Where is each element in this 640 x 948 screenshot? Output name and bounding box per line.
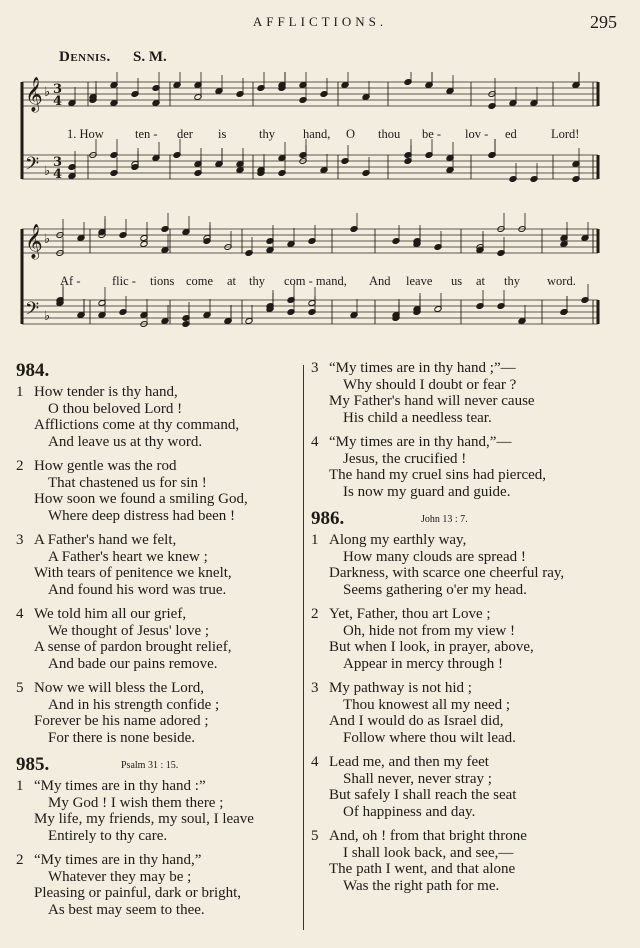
lyric-word: 1. How (67, 127, 104, 141)
verse-line (311, 639, 626, 656)
verse-line (16, 811, 296, 828)
lyric-word: be - (422, 127, 442, 141)
lyric-word: der (177, 127, 193, 141)
verse-line (16, 680, 296, 697)
verse-line (311, 754, 626, 771)
lyric-word: word. (547, 274, 576, 288)
verse-text: I shall look back, and see,— (343, 844, 514, 861)
verse-text: Was the right path for me. (343, 877, 500, 894)
verse-text: Along my earthly way, (329, 532, 467, 548)
verse-line (311, 484, 626, 501)
verse-line (311, 730, 626, 747)
verse-text: How tender is thy hand, (34, 384, 178, 400)
lyric-word: leave (406, 274, 433, 288)
verse-text: How gentle was the rod (34, 458, 177, 474)
hymn-heading (16, 754, 296, 778)
stanza (311, 754, 626, 820)
verse-line (16, 697, 296, 714)
verse-text: Pleasing or painful, dark or bright, (34, 885, 242, 901)
verse-text: Follow where thou wilt lead. (343, 729, 516, 746)
stanza-number: 3 (311, 680, 319, 696)
stanza-number: 5 (311, 828, 319, 844)
stanza (311, 434, 626, 500)
verse-text: And in his strength confide ; (48, 696, 220, 713)
verse-line (16, 852, 296, 869)
lyric-word: at (227, 274, 237, 288)
tune-name: Dennis. (59, 49, 111, 65)
stanza (311, 360, 626, 426)
hymn-heading (311, 508, 626, 532)
lyric-word: And (369, 274, 391, 288)
verse-text: O thou beloved Lord ! (48, 400, 183, 417)
verse-line (16, 869, 296, 886)
verse-line (311, 451, 626, 468)
verse-line (16, 401, 296, 418)
verse-text: “My times are in thy hand :” (34, 778, 206, 794)
stanza (16, 458, 296, 524)
verse-text: My Father's hand will never cause (329, 393, 535, 409)
verse-line (311, 532, 626, 549)
stanza-number: 1 (311, 532, 319, 548)
stanza-number: 2 (16, 458, 24, 474)
right-column (311, 360, 626, 902)
verse-line (311, 697, 626, 714)
stanza (16, 852, 296, 918)
verse-line (311, 410, 626, 427)
stanza-number: 3 (311, 360, 319, 376)
left-column (16, 360, 296, 926)
verse-text: The path I went, and that alone (329, 861, 516, 877)
music-staves (20, 72, 610, 347)
verse-text: Darkness, with scarce one cheerful ray, (329, 565, 565, 581)
verse-line (311, 434, 626, 451)
stanza (311, 828, 626, 894)
flat-sign-icon: ♭ (44, 309, 51, 324)
lyric-word: com - mand, (284, 274, 347, 288)
verse-text: A Father's hand we felt, (34, 532, 177, 548)
hymn-number: 985. (16, 754, 50, 775)
time-signature: 3 (53, 155, 63, 170)
verse-line (16, 532, 296, 549)
stanza-number: 4 (311, 434, 319, 450)
verse-line (16, 885, 296, 902)
stanza-number: 5 (16, 680, 24, 696)
verse-line (16, 508, 296, 525)
lyric-word: Lord! (551, 127, 580, 141)
verse-text: The hand my cruel sins had pierced, (329, 467, 547, 483)
stanza (311, 680, 626, 746)
verse-text: Whatever they may be ; (48, 868, 192, 885)
stanza (16, 384, 296, 450)
lyric-word: thy (249, 274, 265, 288)
verse-line (16, 565, 296, 582)
stanza (311, 532, 626, 598)
verse-line (16, 778, 296, 795)
verse-text: Appear in mercy through ! (343, 655, 503, 672)
stanza (16, 532, 296, 598)
verse-text: Why should I doubt or fear ? (343, 376, 517, 393)
verse-text: And, oh ! from that bright throne (329, 828, 527, 844)
bass-clef-icon: 𝄢 (25, 299, 40, 324)
stanza-number: 1 (16, 384, 24, 400)
verse-line (16, 623, 296, 640)
lyric-word: ten - (135, 127, 158, 141)
verse-text: “My times are in thy hand,”— (329, 434, 512, 450)
page-number: 295 (590, 12, 617, 32)
verse-line (311, 828, 626, 845)
verse-line (16, 730, 296, 747)
verse-line (16, 828, 296, 845)
verse-line (16, 606, 296, 623)
stanza-number: 1 (16, 778, 24, 794)
verse-line (16, 582, 296, 599)
verse-text: How soon we found a smiling God, (34, 491, 248, 507)
stanza-number: 2 (16, 852, 24, 868)
stanza (16, 606, 296, 672)
verse-text: And bade our pains remove. (48, 655, 218, 672)
lyric-word: thou (378, 127, 401, 141)
verse-line (311, 606, 626, 623)
tune-meter: S. M. (133, 49, 167, 65)
verse-text: Entirely to thy care. (48, 827, 168, 844)
verse-line (16, 656, 296, 673)
treble-clef-icon: 𝄞 (25, 77, 43, 112)
verse-text: Afflictions come at thy command, (34, 417, 240, 433)
stanza (16, 778, 296, 844)
verse-text: Thou knowest all my need ; (343, 696, 511, 713)
time-signature: 3 (53, 82, 63, 97)
stanza-number: 4 (16, 606, 24, 622)
verse-text: My life, my friends, my soul, I leave (34, 811, 254, 827)
verse-text: With tears of penitence we knelt, (34, 565, 232, 581)
verse-line (16, 434, 296, 451)
verse-text: A sense of pardon brought relief, (34, 639, 232, 655)
verse-line (311, 582, 626, 599)
lyric-word: Af - (60, 274, 81, 288)
verse-text: But safely I shall reach the seat (329, 787, 517, 803)
verse-text: My pathway is not hid ; (329, 680, 472, 696)
music-score (20, 72, 610, 347)
hymn-number: 984. (16, 360, 50, 381)
stanza-number: 4 (311, 754, 319, 770)
verse-line (16, 639, 296, 656)
verse-text: We thought of Jesus' love ; (48, 622, 210, 639)
scripture-reference: Psalm 31 : 15. (121, 760, 179, 771)
verse-text: That chastened us for sin ! (48, 474, 207, 491)
time-signature: 4 (53, 94, 63, 109)
verse-line (16, 384, 296, 401)
verse-text: For there is none beside. (48, 729, 196, 746)
verse-line (311, 549, 626, 566)
verse-line (16, 475, 296, 492)
verse-text: His child a needless tear. (343, 409, 492, 426)
verse-line (16, 549, 296, 566)
verse-line (311, 565, 626, 582)
verse-line (311, 804, 626, 821)
stanza-number: 3 (16, 532, 24, 548)
stanza (311, 606, 626, 672)
verse-text: My God ! I wish them there ; (48, 794, 224, 811)
stanza (16, 680, 296, 746)
lyric-word: thy (259, 127, 275, 141)
verse-line (311, 393, 626, 410)
bass-clef-icon: 𝄢 (25, 154, 40, 179)
verse-line (311, 878, 626, 895)
verse-line (311, 377, 626, 394)
verse-line (16, 417, 296, 434)
verse-line (311, 656, 626, 673)
verse-text: “My times are in thy hand ;”— (329, 360, 516, 376)
lyric-word: thy (504, 274, 520, 288)
verse-line (311, 845, 626, 862)
verse-text: “My times are in thy hand,” (34, 852, 202, 868)
flat-sign-icon: ♭ (44, 232, 51, 247)
verse-text: As best may seem to thee. (48, 901, 205, 918)
verse-text: We told him all our grief, (34, 606, 187, 622)
time-signature: 4 (53, 167, 63, 182)
verse-line (311, 771, 626, 788)
verse-text: Now we will bless the Lord, (34, 680, 204, 696)
lyric-word: hand, (303, 127, 331, 141)
lyric-word: flic - (112, 274, 136, 288)
page-title: AFFLICTIONS. (252, 14, 388, 29)
lyric-word: O (346, 127, 356, 141)
lyric-word: lov - (465, 127, 489, 141)
verse-line (311, 467, 626, 484)
scripture-reference: John 13 : 7. (421, 514, 468, 525)
stanza-number: 2 (311, 606, 319, 622)
verse-line (311, 861, 626, 878)
verse-line (16, 713, 296, 730)
flat-sign-icon: ♭ (44, 164, 51, 179)
lyric-word: come (186, 274, 214, 288)
lyric-word: tions (150, 274, 175, 288)
lyric-word: ed (505, 127, 517, 141)
verse-text: Oh, hide not from my view ! (343, 622, 516, 639)
lyric-word: at (476, 274, 486, 288)
treble-clef-icon: 𝄞 (25, 224, 43, 259)
flat-sign-icon: ♭ (44, 85, 51, 100)
verse-line (311, 713, 626, 730)
verse-line (311, 787, 626, 804)
column-divider (303, 365, 304, 930)
verse-line (16, 491, 296, 508)
verse-text: And I would do as Israel did, (329, 713, 504, 729)
verse-text: Where deep distress had been ! (48, 507, 236, 524)
verse-line (311, 623, 626, 640)
verse-text: Forever be his name adored ; (34, 713, 209, 729)
verse-line (16, 902, 296, 919)
lyric-word: us (451, 274, 463, 288)
verse-line (311, 360, 626, 377)
verse-line (311, 680, 626, 697)
lyric-word: is (218, 127, 227, 141)
verse-text: But when I look, in prayer, above, (329, 639, 534, 655)
verse-line (16, 795, 296, 812)
verse-text: Of happiness and day. (343, 803, 476, 820)
verse-text: A Father's heart we knew ; (48, 548, 208, 565)
verse-text: Shall never, never stray ; (343, 770, 492, 787)
verse-text: Lead me, and then my feet (329, 754, 489, 770)
hymn-number: 986. (311, 508, 345, 529)
verse-line (16, 458, 296, 475)
verse-text: Yet, Father, thou art Love ; (329, 606, 491, 622)
verse-text: And found his word was true. (48, 581, 227, 598)
verse-text: Jesus, the crucified ! (343, 450, 467, 467)
hymn-heading (16, 360, 296, 384)
verse-text: How many clouds are spread ! (343, 548, 526, 565)
verse-text: Seems gathering o'er my head. (343, 581, 527, 598)
verse-text: And leave us at thy word. (48, 433, 203, 450)
verse-text: Is now my guard and guide. (343, 483, 511, 500)
